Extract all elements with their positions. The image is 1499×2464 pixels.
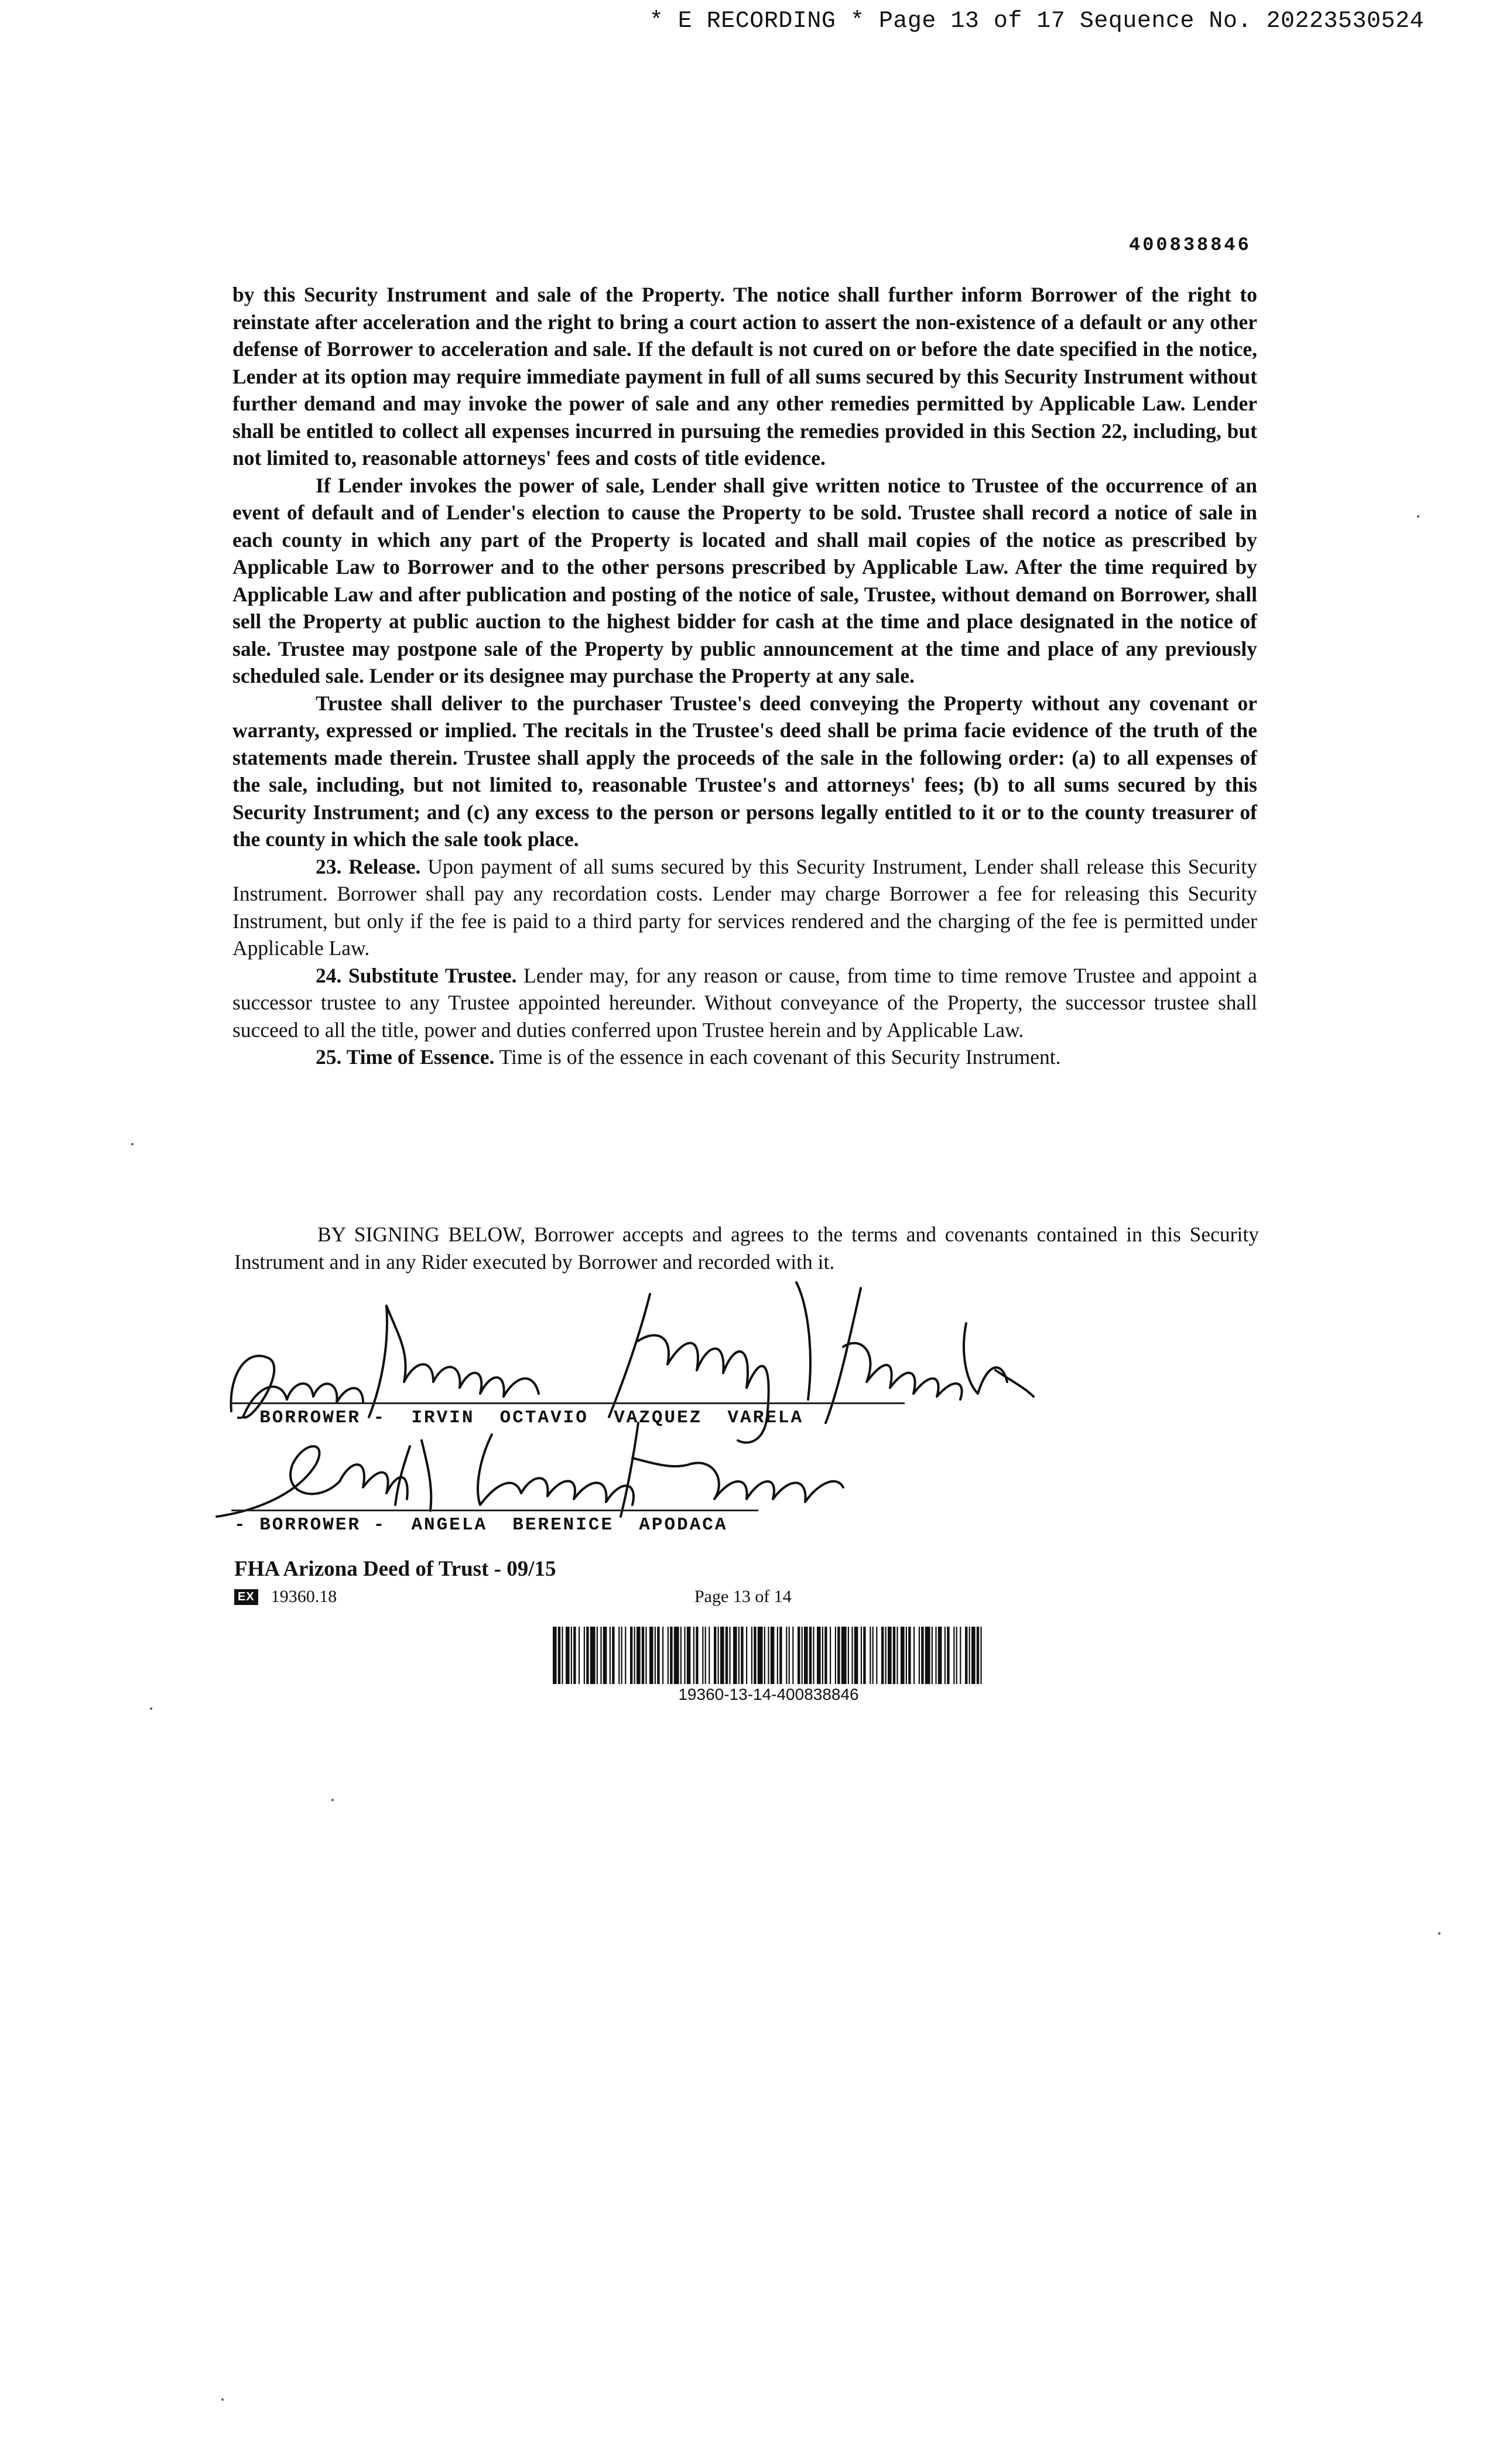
barcode-number: 19360-13-14-400838846 — [678, 1685, 859, 1703]
barcode-bar — [562, 1627, 563, 1684]
document-body — [232, 281, 1257, 1071]
barcode-bar — [668, 1627, 669, 1684]
barcode-bar — [798, 1627, 800, 1684]
barcode-bar — [921, 1627, 923, 1684]
barcode-bar — [908, 1627, 911, 1684]
barcode-bar — [977, 1627, 979, 1684]
barcode-bar — [881, 1627, 884, 1684]
section-24-text: Lender may, for any reason or cause, from time to time remove Trustee and appoint a successor trustee to any Trustee appointed hereunder. Without conveyance of the Property, the successor trustee shall succeed to all the title, power and duties conferred upon Trustee herein and by Applicable Law. — [232, 963, 1257, 1042]
section-23-text: Upon payment of all sums secured by this Security Instrument, Lender shall release this Security Instrument. Borrower shall pay any recordation costs. Lender may charge Borrower a fee for releasing this Security Instrument, but only if the fee is paid to a third party for services rendered and the charging of the fee is permitted under Applicable Law. — [232, 854, 1258, 960]
barcode-bar — [733, 1627, 737, 1684]
barcode-bar — [851, 1627, 853, 1684]
barcode-bar — [919, 1627, 920, 1684]
signature-2 — [217, 1423, 843, 1517]
barcode-bar — [824, 1627, 827, 1684]
barcode-bar — [885, 1627, 887, 1684]
scan-speck — [131, 1143, 134, 1145]
barcode-bar — [935, 1627, 936, 1684]
barcode-bar — [830, 1627, 831, 1684]
barcode-bar — [558, 1627, 560, 1684]
signature-line-1 — [231, 1402, 905, 1404]
barcode-bar — [720, 1627, 724, 1684]
barcode — [550, 1627, 987, 1684]
barcode-bar — [655, 1627, 656, 1684]
barcode-bar — [751, 1627, 752, 1684]
barcode-bar — [693, 1627, 694, 1684]
barcode-bar — [670, 1627, 672, 1684]
barcode-bar — [861, 1627, 862, 1684]
barcode-bar — [579, 1627, 580, 1684]
barcode-bar — [913, 1627, 915, 1684]
barcode-bar — [680, 1627, 682, 1684]
barcode-bar — [645, 1627, 646, 1684]
barcode-bar — [684, 1627, 685, 1684]
section-24-title: 24. Substitute Trustee. — [316, 963, 517, 987]
barcode-bar — [771, 1627, 775, 1684]
barcode-bar — [636, 1627, 641, 1684]
barcode-bar — [586, 1627, 588, 1684]
barcode-bar — [714, 1627, 716, 1684]
barcode-bar — [944, 1627, 946, 1684]
barcode-bar — [754, 1627, 756, 1684]
signature-line-2 — [231, 1510, 758, 1511]
barcode-bar — [925, 1627, 930, 1684]
barcode-bar — [786, 1627, 787, 1684]
barcode-bar — [938, 1627, 942, 1684]
barcode-bar — [956, 1627, 957, 1684]
section-25 — [232, 1043, 1257, 1071]
signing-statement-text: BY SIGNING BELOW, Borrower accepts and agrees to the terms and covenants contained in this Security Instrument and in any Rider executed by Borrower and recorded with it. — [234, 1223, 1259, 1274]
barcode-bar — [584, 1627, 585, 1684]
scan-speck — [150, 1707, 152, 1710]
section-22-paragraph-2: If Lender invokes the power of sale, Lender shall give written notice to Trustee of the occurrence of an event of default and of Lender's election to cause the Property to be sold. Trustee shall record a notice of sale in each county in which any part of the Property is located and shall mail copies of the notice as prescribed by Applicable Law to Borrower and to the other persons prescribed by Applicable Law. After the time required by Applicable Law and after publication and posting of the notice of sale, Trustee, without demand on Borrower, shall sell the Property at public auction to the highest bidder for cash at the time and place designated in the notice of sale. Trustee may postpone sale of the Property by public announcement at the time and place of any previously scheduled sale. Lender or its designee may purchase the Property at any sale. — [232, 473, 1257, 687]
barcode-bar — [872, 1627, 874, 1684]
barcode-bar — [709, 1627, 710, 1684]
barcode-bar — [813, 1627, 814, 1684]
barcode-bar — [876, 1627, 877, 1684]
barcode-bar — [817, 1627, 821, 1684]
scan-speck — [1438, 1932, 1440, 1935]
barcode-bar — [705, 1627, 706, 1684]
barcode-bar — [571, 1627, 572, 1684]
barcode-bar — [901, 1627, 905, 1684]
page-label: Page 13 of 14 — [694, 1587, 792, 1606]
section-25-text: Time is of the essence in each covenant of this Security Instrument. — [499, 1045, 1061, 1069]
loan-number: 400838846 — [1129, 234, 1251, 256]
barcode-bar — [758, 1627, 763, 1684]
section-22-paragraph-1: by this Security Instrument and sale of the Property. The notice shall further inform Borrower of the right to reinstate after acceleration and the right to bring a court action to assert the non-existence of a default or any other defense of Borrower to acceleration and sale. If the default is not cured on or before the date specified in the notice, Lender at its option may require immediate payment in full of all sums secured by this Security Instrument without further demand and may invoke the power of sale and any other remedies permitted by Applicable Law. Lender shall be entitled to collect all expenses incurred in pursuing the remedies provided in this Section 22, including, but not limited to, reasonable attorneys' fees and costs of title evidence. — [232, 283, 1257, 470]
barcode-bar — [662, 1627, 663, 1684]
barcode-bar — [600, 1627, 601, 1684]
barcode-bar — [768, 1627, 769, 1684]
barcode-bar — [893, 1627, 895, 1684]
section-22-paragraph-3: Trustee shall deliver to the purchaser Trustee's deed conveying the Property without any covenant or warranty, expressed or implied. The recitals in the Trustee's deed shall be prima facie evidence of the truth of the statements made therein. Trustee shall apply the proceeds of the sale in the following order: (a) to all expenses of the sale, including, but not limited to, reasonable Trustee's and attorneys' fees; (b) to all sums secured by this Security Instrument; and (c) any excess to the person or persons legally entitled to it or to the county treasurer of the county in which the sale took place. — [232, 691, 1257, 851]
barcode-bar — [764, 1627, 765, 1684]
signing-statement — [234, 1221, 1259, 1275]
barcode-bar — [597, 1627, 598, 1684]
form-code: 19360.18 — [271, 1587, 337, 1606]
barcode-bar — [725, 1627, 728, 1684]
barcode-bar — [696, 1627, 698, 1684]
barcode-bar — [837, 1627, 840, 1684]
barcode-bar — [822, 1627, 823, 1684]
section-23-title: 23. Release. — [316, 854, 421, 878]
barcode-bar — [848, 1627, 849, 1684]
barcode-bar — [863, 1627, 865, 1684]
barcode-bar — [947, 1627, 949, 1684]
barcode-bar — [738, 1627, 740, 1684]
barcode-bar — [621, 1627, 622, 1684]
barcode-bar — [687, 1627, 691, 1684]
barcode-bar — [649, 1627, 653, 1684]
barcode-bar — [702, 1627, 703, 1684]
barcode-bar — [809, 1627, 812, 1684]
signer-2-label: - BORROWER - ANGELA BERENICE APODACA — [234, 1515, 728, 1535]
form-title: FHA Arizona Deed of Trust - 09/15 — [234, 1557, 556, 1581]
barcode-bar — [965, 1627, 967, 1684]
barcode-bar — [777, 1627, 778, 1684]
recording-header: * E RECORDING * Page 13 of 17 Sequence No. 20223530524 — [649, 8, 1424, 35]
barcode-bar — [804, 1627, 808, 1684]
barcode-bar — [980, 1627, 981, 1684]
barcode-bar — [802, 1627, 803, 1684]
barcode-bar — [642, 1627, 644, 1684]
barcode-bar — [630, 1627, 632, 1684]
barcode-bar — [573, 1627, 576, 1684]
barcode-bar — [906, 1627, 907, 1684]
barcode-bar — [553, 1627, 557, 1684]
signer-1-label: - BORROWER - IRVIN OCTAVIO VAZQUEZ VARELA — [234, 1408, 804, 1428]
scan-speck — [331, 1799, 334, 1801]
section-23 — [232, 853, 1257, 962]
section-24 — [232, 962, 1257, 1044]
barcode-bar — [932, 1627, 933, 1684]
barcode-bar — [971, 1627, 976, 1684]
scan-speck — [221, 2398, 224, 2401]
barcode-bar — [729, 1627, 730, 1684]
barcode-bar — [835, 1627, 836, 1684]
barcode-bar — [612, 1627, 614, 1684]
barcode-bar — [625, 1627, 626, 1684]
barcode-bar — [718, 1627, 719, 1684]
form-badge: EX — [234, 1589, 258, 1605]
barcode-bar — [953, 1627, 954, 1684]
barcode-bar — [603, 1627, 607, 1684]
barcode-bar — [618, 1627, 620, 1684]
form-code-row — [234, 1587, 337, 1607]
barcode-bar — [779, 1627, 782, 1684]
barcode-bar — [789, 1627, 790, 1684]
barcode-bar — [896, 1627, 898, 1684]
barcode-bar — [870, 1627, 871, 1684]
barcode-bar — [746, 1627, 747, 1684]
barcode-bar — [566, 1627, 570, 1684]
section-25-title: 25. Time of Essence. — [316, 1045, 495, 1069]
barcode-bar — [792, 1627, 793, 1684]
barcode-bar — [960, 1627, 961, 1684]
barcode-bar — [841, 1627, 847, 1684]
barcode-bar — [610, 1627, 611, 1684]
barcode-bar — [888, 1627, 892, 1684]
barcode-bar — [590, 1627, 596, 1684]
barcode-bar — [741, 1627, 743, 1684]
barcode-bar — [657, 1627, 659, 1684]
barcode-bar — [969, 1627, 970, 1684]
barcode-bar — [854, 1627, 858, 1684]
scan-speck — [1417, 515, 1419, 518]
barcode-bar — [634, 1627, 635, 1684]
barcode-bar — [674, 1627, 679, 1684]
